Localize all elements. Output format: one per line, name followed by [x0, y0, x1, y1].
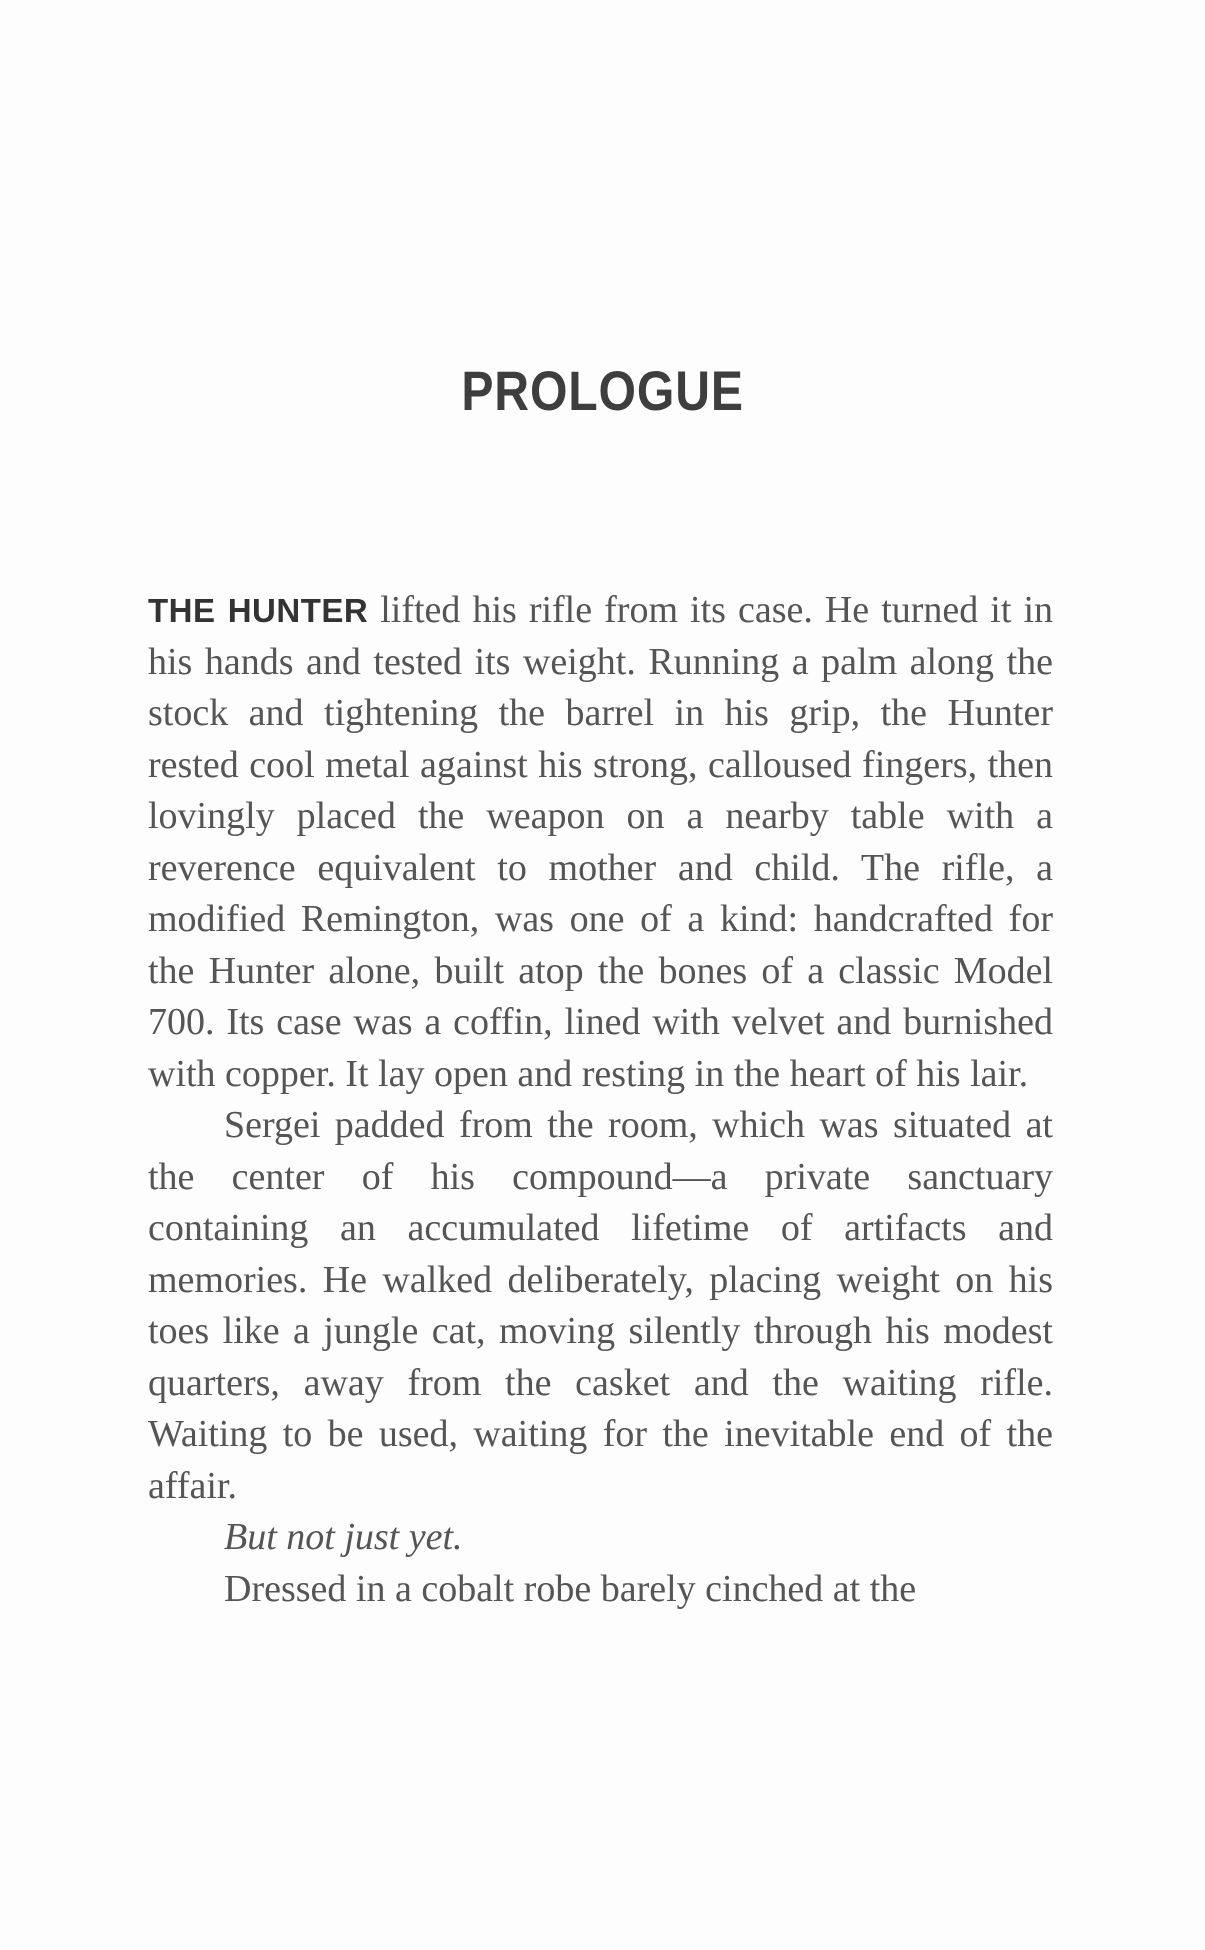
paragraph-4: Dressed in a cobalt robe barely cinched at the [224, 1567, 917, 1610]
paragraph-3-italic: But not just yet. [224, 1516, 463, 1558]
paragraph-1-text: lifted his rifle from its case. He turned it in his hands and tested its weight. Running a palm along the stock and tightening the barrel in his grip, the Hunter rested cool metal against his strong, calloused fingers, then lovingly placed the weapon on a nearby table with a reverence equivalent to mother and child. The rifle, a modified Remington, was one of a kind: handcrafted for the Hunter alone, built atop the bones of a classic Model 700. Its case was a coffin, lined with velvet and burnished with copper. It lay open and resting in the heart of his lair. [148, 589, 1054, 1095]
prologue-body [148, 585, 1053, 1615]
lead-in-small-caps: THE HUNTER [148, 592, 369, 629]
paragraph-1 [148, 585, 1053, 1100]
paragraph-2: Sergei padded from the room, which was situated at the center of his compound—a private sanctuary containing an accumulated lifetime of artifacts and memories. He walked deliberately, placing weight on his toes like a jungle cat, moving silently through his modest quarters, away from the casket and the waiting rifle. Waiting to be used, waiting for the inevitable end of the affair. [148, 1104, 1053, 1507]
chapter-title: PROLOGUE [461, 359, 744, 422]
